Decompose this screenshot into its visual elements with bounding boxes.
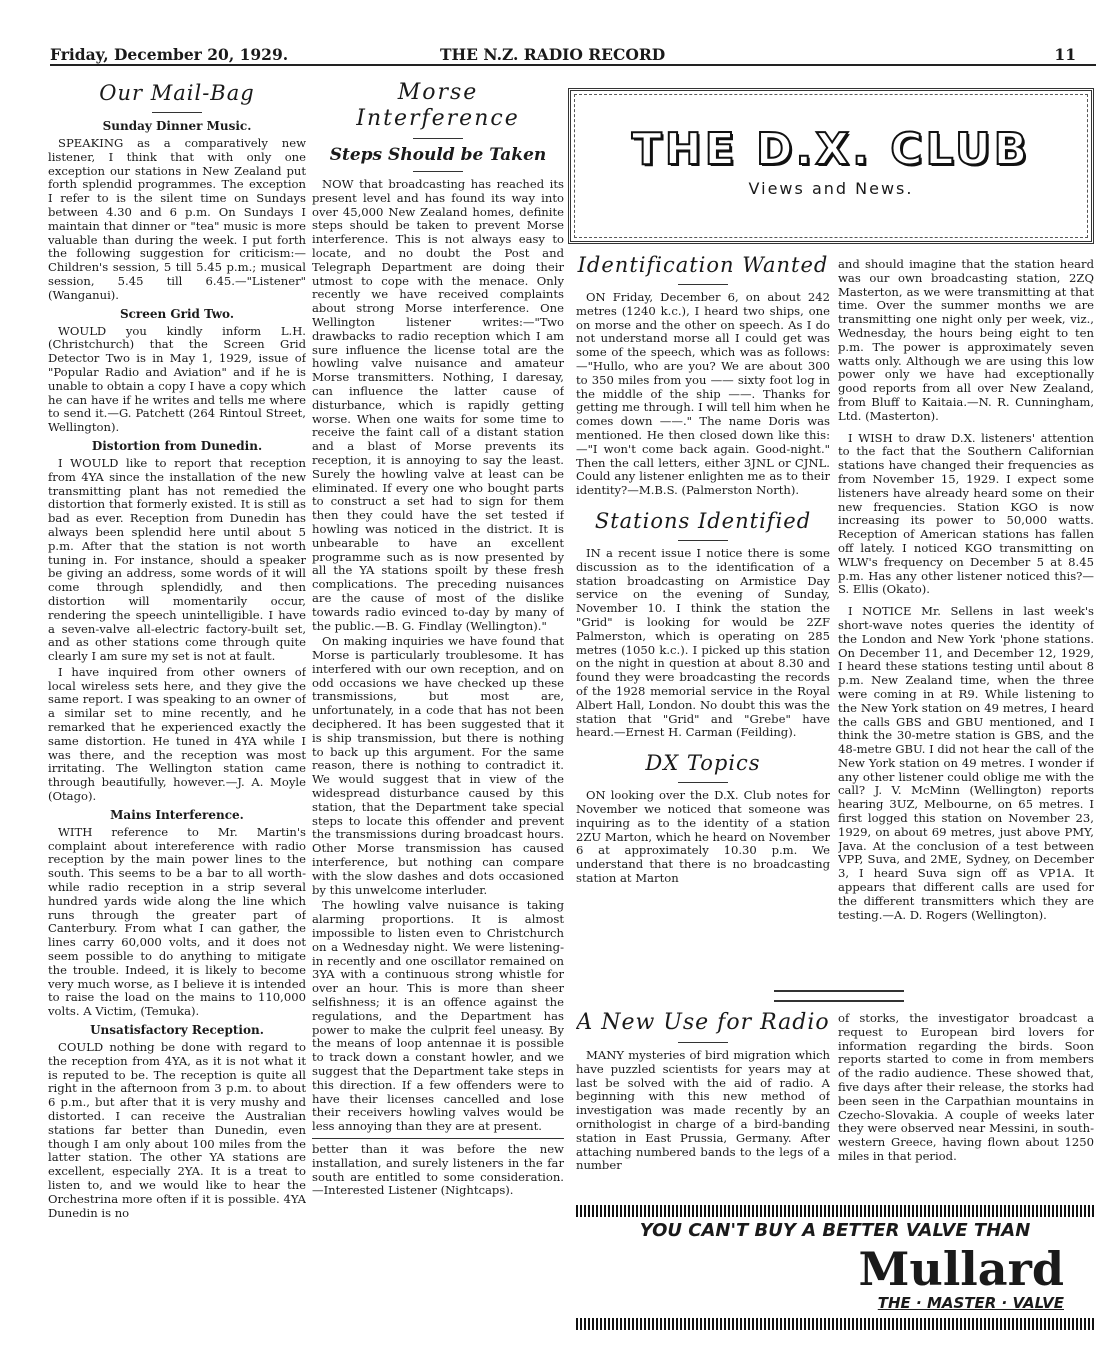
- ad-brand: Mullard: [858, 1242, 1064, 1296]
- section-heading: Unsatisfactory Reception.: [90, 1023, 264, 1038]
- subtitle-rule: [413, 171, 463, 172]
- stations-title: Stations Identified: [594, 508, 812, 533]
- paragraph: ON Friday, December 6, on about 242 metres (1240 k.c.), I heard two ships, one on morse and the other on speech. As I do not understand morse all I could get was some of the speech, which was as follows:—"Hullo, who are you? We are about 300 to 350 miles from you —— sixty foot log in the middle of the ship ——. Thanks for getting me through. I will tell him when he comes down ——." The name Doris was mentioned. He then closed down like this:—"I won't come back again. Good-night." Then the call letters, either 3JNL or CJNL. Could any listener enlighten me as to their identity?—M.B.S. (Palmerston North).: [576, 290, 830, 498]
- paragraph: COULD nothing be done with regard to the reception from 4YA, as it is not what it is reputed to be. The reception is quite all right in the afternoon from 3 p.m. to about 6 p.m., but after that it is very mushy and distorted. I can receive the Australian stations far better than Dunedin, even though I am only about 100 miles from the latter station. The other YA stations are excellent, especially 2YA. It is a treat to listen to, and we would like to hear the Orchestrina more often if it is possible. 4YA Dunedin is no: [48, 1040, 306, 1220]
- page-header: [50, 42, 1096, 66]
- paragraph: The howling valve nuisance is taking alarming proportions. It is almost impossible to listen even to Christchurch on a Wednesday night. We were listening-in recently and one oscillator remained on 3YA with a continuous strong whistle for over an hour. This is more than sheer selfishness; it is an offence against the regulations, and the Department has power to make the culprit feel uneasy. By the means of loop antennae it is possible to track down a constant howler, and we suggest that the Department take steps in this direction. If a few offenders were to have their licenses cancelled and lose their receivers howling valves would be less annoying than they are at present.: [312, 898, 564, 1134]
- section-heading: Screen Grid Two.: [119, 306, 235, 321]
- dxtopics-article: [576, 750, 830, 886]
- paragraph: I NOTICE Mr. Sellens in last week's short-wave notes queries the identity of the London and New York 'phone stations. On December 11, and December 12, 1929, I heard these stations testing until about 8 p.m. New Zealand time, when the three were coming in at R9. While listening to the New York station on 49 metres, I heard the calls GBS and GBU mentioned, and I think the 30-metre station is GBS, and the 48-metre GBU. I did not hear the call of the New York station on 49 metres. I wonder if any other listener could oblige me with the call? J. V. McMinn (Wellington) reports hearing 3UZ, Melbourne, on 65 metres. I first logged this station on November 23, 1929, on about 69 metres, just above PMY, Java. At the conclusion of a test between VPP, Suva, and 2ME, Sydney, on December 3, I heard Suva sign off as VP1A. It appears that different calls are used for the different transmitters which they are testing.—A. D. Rogers (Wellington).: [838, 604, 1094, 922]
- mailbag-sec-4: [48, 1023, 306, 1220]
- morse-article: [312, 80, 564, 1350]
- paper-name: THE N.Z. RADIO RECORD: [440, 45, 666, 64]
- section-heading: Distortion from Dunedin.: [91, 438, 263, 453]
- paragraph: of storks, the investigator broadcast a request to European bird lovers for information regarding the birds. Soon reports started to come in from members of the radio audience. These showed that, five days after their release, the storks had been seen in the Carpathian mountains in Czecho-Slovakia. A couple of weeks later they were observed near Messini, in south-western Greece, having flown about 1250 miles in that period.: [838, 1012, 1094, 1163]
- paragraph: SPEAKING as a comparatively new listener, I think that with only one exception our stations in New Zealand put forth splendid programmes. The exception I refer to is the silent time on Sundays between 4.30 and 6 p.m. On Sundays I maintain that dinner or "tea" music is more valuable than during the week. I put forth the following suggestion for criticism:—Children's session, 5 till 5.45 p.m.; musical session, 5.45 till 6.45.—"Listener" (Wanganui).: [48, 136, 306, 302]
- mailbag-sec-2: [48, 439, 306, 804]
- paragraph: and should imagine that the station heard was our own broadcasting station, 2ZQ Masterton, as we were transmitting at that time. Over the summer months we are transmitting one night only per week, viz., Wednesday, the hours being eight to ten p.m. The power is approximately seven watts only. Although we are using this low power only we have had exceptionally good reports from all over New Zealand, from Bluff to Kaitaia.—N. R. Cunningham, Ltd. (Masterton).: [838, 258, 1094, 423]
- paragraph: MANY mysteries of bird migration which have puzzled scientists for years may at last be solved with the aid of radio. A beginning with this new method of investigation was made recently by an ornithologist in charge of a bird-banding station in East Prussia, Germany. After attaching numbered bands to the legs of a number: [576, 1048, 830, 1173]
- dxtopics-title: DX Topics: [645, 751, 761, 776]
- mailbag-article: [48, 80, 306, 1350]
- newuse-article: [576, 1010, 830, 1200]
- identification-title: Identification Wanted: [577, 253, 829, 277]
- ad-border-top: [576, 1205, 1094, 1217]
- issue-date: Friday, December 20, 1929.: [50, 45, 289, 64]
- title-rule: [678, 540, 728, 541]
- ornament-divider: [774, 990, 904, 1002]
- dx-club-subtitle: Views and News.: [748, 179, 914, 198]
- paragraph: NOW that broadcasting has reached its present level and has found its way into over 45,000 New Zealand homes, definite steps should be taken to prevent Morse interference. This is not always easy to locate, and no doubt the Post and Telegraph Department are doing their utmost to cope with the menace. Only recently we have received complaints about strong Morse interference. One Wellington listener writes:—"Two drawbacks to radio reception which I am sure influence the license total are the howling valve nuisance and amateur Morse transmitters. Nothing, I daresay, can influence the latter cause of disturbance, which is rapidly getting worse. When one waits for some time to receive the faint call of a distant station and a blast of Morse prevents its reception, it is annoying to say the least. Surely the howling valve at least can be eliminated. If every one who bought parts to construct a set had to sign for them then they could have the set tested if howling was noticed in the district. It is unbearable to have an excellent programme such as is now presented by all the YA stations spoilt by these fresh complications. The preceding nuisances are the cause of most of the dislike towards radio evinced to-day by many of the public.—B. G. Findlay (Wellington).": [312, 177, 564, 633]
- paragraph: I WOULD like to report that reception from 4YA since the installation of the new transmitting plant has not remedied the distortion that formerly existed. It is still as bad as ever. Reception from Dunedin has always been splendid here until about 5 p.m. After that the station is not worth tuning in. For instance, should a speaker be giving an address, some words of it will come through splendidly, and then distortion will momentarily occur, rendering the speech unintelligible. I have a seven-valve all-electric factory-built set, and as other stations come through quite clearly I am sure my set is not at fault.: [48, 455, 306, 664]
- section-heading: Sunday Dinner Music.: [102, 119, 252, 133]
- mailbag-sec-1: [48, 307, 306, 435]
- ad-tagline: THE · MASTER · VALVE: [877, 1294, 1064, 1312]
- paragraph: IN a recent issue I notice there is some discussion as to the identification of a station broadcasting on Armistice Day service on the evening of Sunday, November 10. I think the station the "Grid" is looking for would be 2ZF Palmerston, which is operating on 285 metres (1050 k.c.). I picked up this station on the night in question at about 8.30 and found they were broadcasting the records of the 1928 memorial service in the Royal Albert Hall, London. No doubt this was the station that "Grid" and "Grebe" have heard.—Ernest H. Carman (Feilding).: [576, 545, 830, 740]
- newuse-continued: [838, 1012, 1094, 1200]
- mailbag-title: Our Mail-Bag: [99, 81, 255, 105]
- ad-border-bottom: [576, 1318, 1094, 1330]
- stations-article: [576, 508, 830, 740]
- morse-title: Morse Interference: [356, 80, 520, 131]
- paragraph: ON looking over the D.X. Club notes for November we noticed that someone was inquiring as to the identity of a station 2ZU Marton, which he heard on November 6 at approximately 10.30 p.m. We understand that there is no broadcasting station at Marton: [576, 788, 830, 885]
- paragraph: WOULD you kindly inform L.H. (Christchurch) that the Screen Grid Detector Two is in May 1, 1929, issue of "Popular Radio and Aviation" and if he is unable to obtain a copy I have a copy which he can have if he writes and tells me where to send it.—G. Patchett (264 Rintoul Street, Wellington).: [48, 323, 306, 435]
- title-rule: [678, 1042, 728, 1043]
- title-rule: [152, 112, 202, 113]
- paragraph: I WISH to draw D.X. listeners' attention to the fact that the Southern Californian stations have changed their frequencies as from November 15, 1929. I expect some listeners have already heard some on their new frequencies. Station KGO is now increasing its power to 50,000 watts. Reception of American stations has fallen off lately. I noticed KGO transmitting on WLW's frequency on December 5 at 8.45 p.m. Has any other listener noticed this?—S. Ellis (Okato).: [838, 430, 1094, 597]
- paragraph: On making inquiries we have found that Morse is particularly troublesome. It has interfered with our own reception, and on odd occasions we have checked up these transmissions, but most are, unfortunately, in a code that has not been deciphered. It has been suggested that it is ship transmission, but there is nothing to back up this argument. For the same reason, there is nothing to contradict it. We would suggest that in view of the widespread disturbance caused by this station, that the Department take special steps to locate this offender and prevent the transmissions during broadcast hours. Other Morse transmission has caused interference, but nothing can compare with the slow dashes and dots occasioned by this unwelcome interluder.: [312, 634, 564, 897]
- dx-club-title: THE D.X. CLUB: [631, 124, 1031, 175]
- newuse-title: A New Use for Radio: [576, 1010, 830, 1035]
- section-heading: Mains Interference.: [110, 807, 244, 822]
- page-number: 11: [1054, 45, 1076, 64]
- ad-headline: YOU CAN'T BUY A BETTER VALVE THAN: [639, 1220, 1031, 1241]
- title-rule: [413, 138, 463, 139]
- col3: [576, 252, 830, 992]
- morse-subtitle: Steps Should be Taken: [329, 145, 547, 165]
- identification-article: [576, 252, 830, 498]
- mailbag-sec-0: [48, 119, 306, 303]
- paragraph: WITH reference to Mr. Martin's complaint about intereference with radio reception by the main power lines to the south. This seems to be a bar to all worth-while radio reception in a strip several hundred yards wide along the line which runs through the greater part of Canterbury. From what I can gather, the lines carry 60,000 volts, and it does not seem possible to do anything to mitigate the trouble. Indeed, it is likely to become very much worse, as I believe it is intended to raise the load on the mains to 110,000 volts. A Victim, (Temuka).: [48, 824, 306, 1019]
- title-rule: [678, 782, 728, 783]
- mullard-advertisement: [576, 1205, 1094, 1350]
- title-rule: [678, 284, 728, 285]
- col4: [838, 258, 1094, 986]
- continued-paragraph: better than it was before the new installation, and surely listeners in the far south are entitled to some consideration.—Interested Listener (Nightcaps).: [312, 1141, 564, 1198]
- dx-club-banner: [568, 88, 1094, 244]
- paragraph: I have inquired from other owners of local wireless sets here, and they give the same report. I was speaking to an owner of a similar set to mine recently, and he remarked that he experienced exactly the same distortion. He tuned in 4YA while I was there, and the reception was most irritating. The Wellington station came through beautifully, however.—J. A. Moyle (Otago).: [48, 664, 306, 804]
- mailbag-sec-3: [48, 808, 306, 1019]
